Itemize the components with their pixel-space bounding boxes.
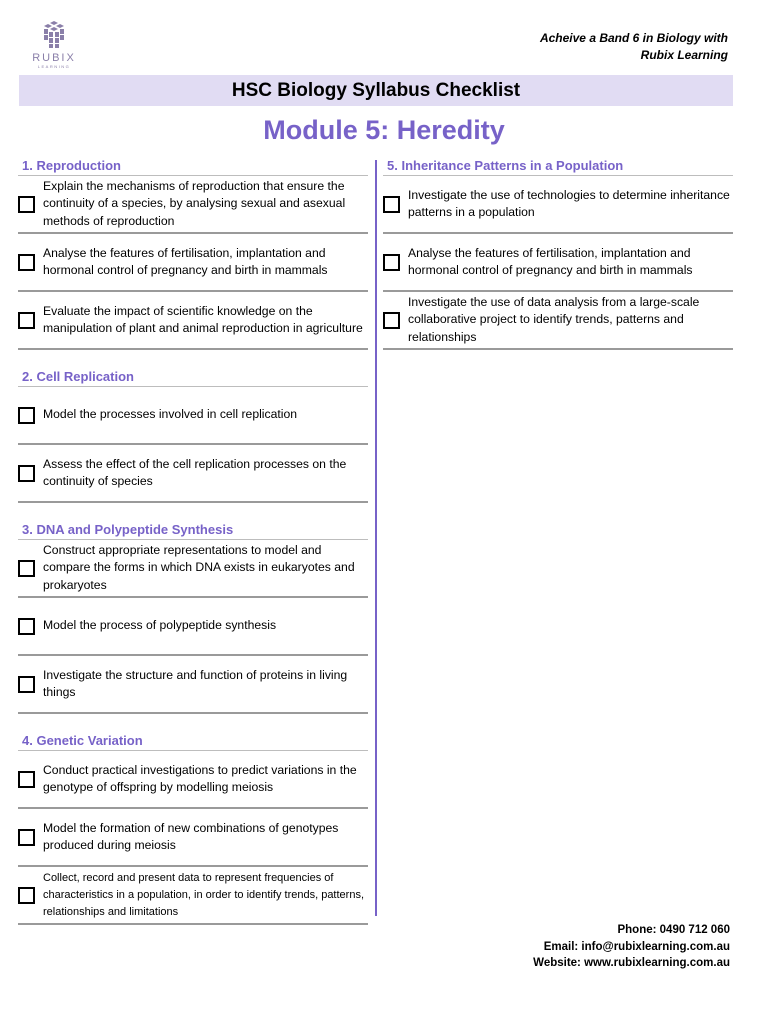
left-column [18, 157, 368, 943]
checkbox[interactable] [18, 407, 35, 424]
logo-name: RUBIX [32, 52, 76, 64]
checkbox[interactable] [383, 196, 400, 213]
checklist-item [18, 387, 368, 445]
checklist-item [18, 234, 368, 292]
checklist-item-text: Model the formation of new combinations of genotypes produced during meiosis [43, 820, 339, 852]
checklist-item [383, 234, 733, 292]
checklist-item-text: Model the process of polypeptide synthesis [43, 618, 277, 633]
checkbox[interactable] [18, 676, 35, 693]
checklist-section [18, 732, 368, 925]
checklist-item-text: Investigate the structure and function of proteins in living things [43, 667, 348, 699]
logo-subtitle: LEARNING [37, 64, 71, 69]
checklist-item-text: Explain the mechanisms of reproduction that ensure the continuity of a species, by analysing sexual and asexual methods of reproduction [43, 178, 346, 228]
checklist-item [18, 867, 368, 925]
checklist-section [18, 521, 368, 714]
checklist-item-text: Investigate the use of data analysis from a large-scale collaborative project to identify trends, patterns and relationships [408, 294, 700, 344]
column-divider [375, 160, 377, 916]
rubix-logo [24, 20, 84, 72]
checkbox[interactable] [18, 196, 35, 213]
checkbox[interactable] [18, 618, 35, 635]
checklist-item [18, 540, 368, 598]
section-heading: 2. Cell Replication [18, 368, 368, 387]
checklist-item-text: Investigate the use of technologies to determine inheritance patterns in a population [408, 187, 730, 219]
checklist-item [18, 598, 368, 656]
checklist-item-text: Assess the effect of the cell replication processes on the continuity of species [43, 456, 347, 488]
checkbox[interactable] [18, 254, 35, 271]
tagline-line-2: Rubix Learning [640, 48, 728, 62]
section-heading: 3. DNA and Polypeptide Synthesis [18, 521, 368, 540]
checklist-item [383, 292, 733, 350]
checklist-item [383, 176, 733, 234]
checklist-item-text: Evaluate the impact of scientific knowledge on the manipulation of plant and animal reproduction in agriculture [43, 303, 363, 335]
checklist-section [383, 157, 733, 350]
checkbox[interactable] [18, 887, 35, 904]
checklist-item-text: Conduct practical investigations to predict variations in the genotype of offspring by modelling meiosis [43, 762, 357, 794]
contact-phone: Phone: 0490 712 060 [617, 924, 730, 936]
tagline-line-1: Acheive a Band 6 in Biology with [539, 31, 728, 45]
checklist-item [18, 176, 368, 234]
checkbox[interactable] [18, 771, 35, 788]
contact-website: Website: www.rubixlearning.com.au [533, 957, 730, 969]
page-title: HSC Biology Syllabus Checklist [19, 75, 733, 106]
checklist-item [18, 656, 368, 714]
tagline [540, 30, 728, 64]
checklist-item-text: Model the processes involved in cell replication [43, 407, 298, 422]
checklist-item-text: Analyse the features of fertilisation, implantation and hormonal control of pregnancy and birth in mammals [43, 245, 328, 277]
checkbox[interactable] [383, 254, 400, 271]
cube-logo-icon [41, 20, 67, 50]
checklist-item-text: Collect, record and present data to represent frequencies of characteristics in a population, in order to identify trends, patterns, relationships and limitations [43, 871, 365, 918]
checklist-item [18, 809, 368, 867]
checklist-item-text: Construct appropriate representations to model and compare the forms in which DNA exists in eukaryotes and prokaryotes [43, 542, 355, 592]
module-title: Module 5: Heredity [263, 115, 505, 145]
section-heading: 1. Reproduction [18, 157, 368, 176]
right-column [383, 157, 733, 368]
checkbox[interactable] [18, 312, 35, 329]
section-heading: 4. Genetic Variation [18, 732, 368, 751]
contact-email: Email: info@rubixlearning.com.au [543, 940, 730, 953]
checklist-item [18, 292, 368, 350]
contact-info [533, 922, 730, 972]
checkbox[interactable] [18, 465, 35, 482]
checkbox[interactable] [383, 312, 400, 329]
checklist-item [18, 751, 368, 809]
checkbox[interactable] [18, 560, 35, 577]
checkbox[interactable] [18, 829, 35, 846]
section-heading: 5. Inheritance Patterns in a Population [383, 157, 733, 176]
checklist-item-text: Analyse the features of fertilisation, implantation and hormonal control of pregnancy and birth in mammals [408, 245, 693, 277]
checklist-section [18, 157, 368, 350]
checklist-item [18, 445, 368, 503]
checklist-section [18, 368, 368, 503]
